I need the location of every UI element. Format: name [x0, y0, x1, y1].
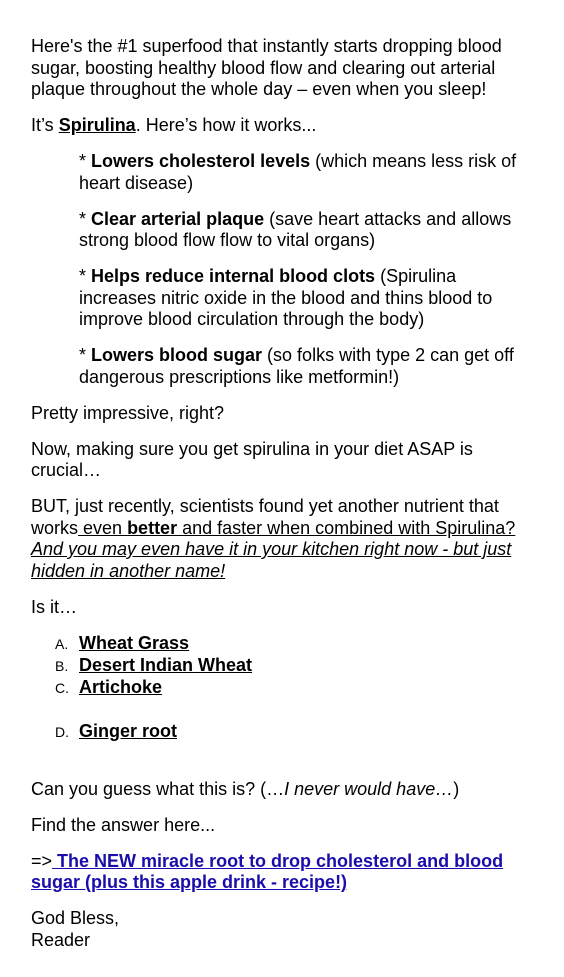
benefit-detail: (so folks with type 2 can get off dangerous prescriptions like metformin!) — [79, 345, 514, 387]
find-answer-paragraph: Find the answer here... — [31, 814, 216, 835]
benefit-item — [79, 345, 538, 388]
benefit-item — [79, 209, 538, 252]
choice-item — [55, 633, 546, 655]
crucial-paragraph: Now, making sure you get spirulina in your diet ASAP is crucial… — [31, 438, 473, 480]
choice-letter: B. — [55, 657, 69, 674]
its-prefix: It’s — [31, 115, 59, 135]
choice-letter: C. — [55, 679, 69, 696]
offer-paragraph — [31, 851, 546, 894]
intro-paragraph: Here's the #1 superfood that instantly starts dropping blood sugar, boosting healthy blood flow and clearing out arterial plaque throughout the whole day – even when you sleep! — [31, 36, 502, 99]
nutrient-underline-1: even — [78, 517, 128, 538]
impressive-paragraph: Pretty impressive, right? — [31, 402, 225, 423]
signoff-text: God Bless, — [31, 908, 120, 928]
benefit-title: Lowers blood sugar — [91, 345, 263, 365]
benefit-title: Helps reduce internal blood clots — [91, 266, 376, 286]
nutrient-better: better — [127, 517, 178, 538]
benefit-item — [79, 151, 538, 194]
offer-link[interactable]: The NEW miracle root to drop cholesterol and blood sugar (plus this apple drink - recipe!) — [31, 850, 504, 892]
choice-item — [55, 721, 546, 743]
spirulina-paragraph — [31, 115, 546, 137]
benefit-detail: (which means less risk of heart disease) — [79, 151, 517, 193]
choice-letter: A. — [55, 635, 69, 652]
benefit-item — [79, 266, 538, 331]
bullet-marker: * — [79, 208, 92, 229]
bullet-marker: * — [79, 266, 92, 286]
arrow-marker: => — [31, 850, 53, 871]
benefit-detail: (save heart attacks and allows strong blood flow flow to vital organs) — [79, 208, 512, 250]
guess-paragraph — [31, 779, 546, 801]
spirulina-highlight: Spirulina — [58, 115, 136, 135]
choice-letter: D. — [55, 723, 69, 740]
nutrient-paragraph — [31, 496, 546, 582]
is-it-paragraph: Is it… — [31, 596, 78, 617]
choice-list — [31, 633, 546, 743]
choice-item — [55, 677, 546, 699]
guess-text: Can you guess what this is? (… — [31, 778, 285, 799]
nutrient-underline-2: and faster when combined with Spirulina? — [177, 517, 516, 538]
nutrient-italic: And you may even have it in your kitchen right now - but just hidden in another name! — [31, 539, 512, 581]
benefit-title: Lowers cholesterol levels — [91, 151, 311, 171]
guess-close: ) — [453, 778, 460, 799]
bullet-marker: * — [79, 345, 92, 365]
choice-label: Artichoke — [79, 676, 163, 697]
list-spacer — [31, 743, 546, 779]
choice-label: Ginger root — [79, 720, 177, 741]
benefits-list — [79, 151, 538, 388]
nutrient-text: BUT, just recently, scientists found yet another nutrient that works — [31, 496, 499, 538]
choice-label: Wheat Grass — [79, 632, 190, 653]
signature-block — [31, 908, 546, 951]
its-suffix: . Here’s how it works... — [135, 115, 317, 135]
signature-name: Reader — [31, 929, 91, 950]
benefit-title: Clear arterial plaque — [91, 208, 265, 229]
choice-item — [55, 655, 546, 677]
benefit-detail: (Spirulina increases nitric oxide in the blood and thins blood to improve blood circulation through the body) — [79, 266, 493, 329]
guess-italic: I never would have… — [284, 778, 454, 799]
choice-label: Desert Indian Wheat — [79, 654, 253, 675]
bullet-marker: * — [79, 151, 92, 171]
